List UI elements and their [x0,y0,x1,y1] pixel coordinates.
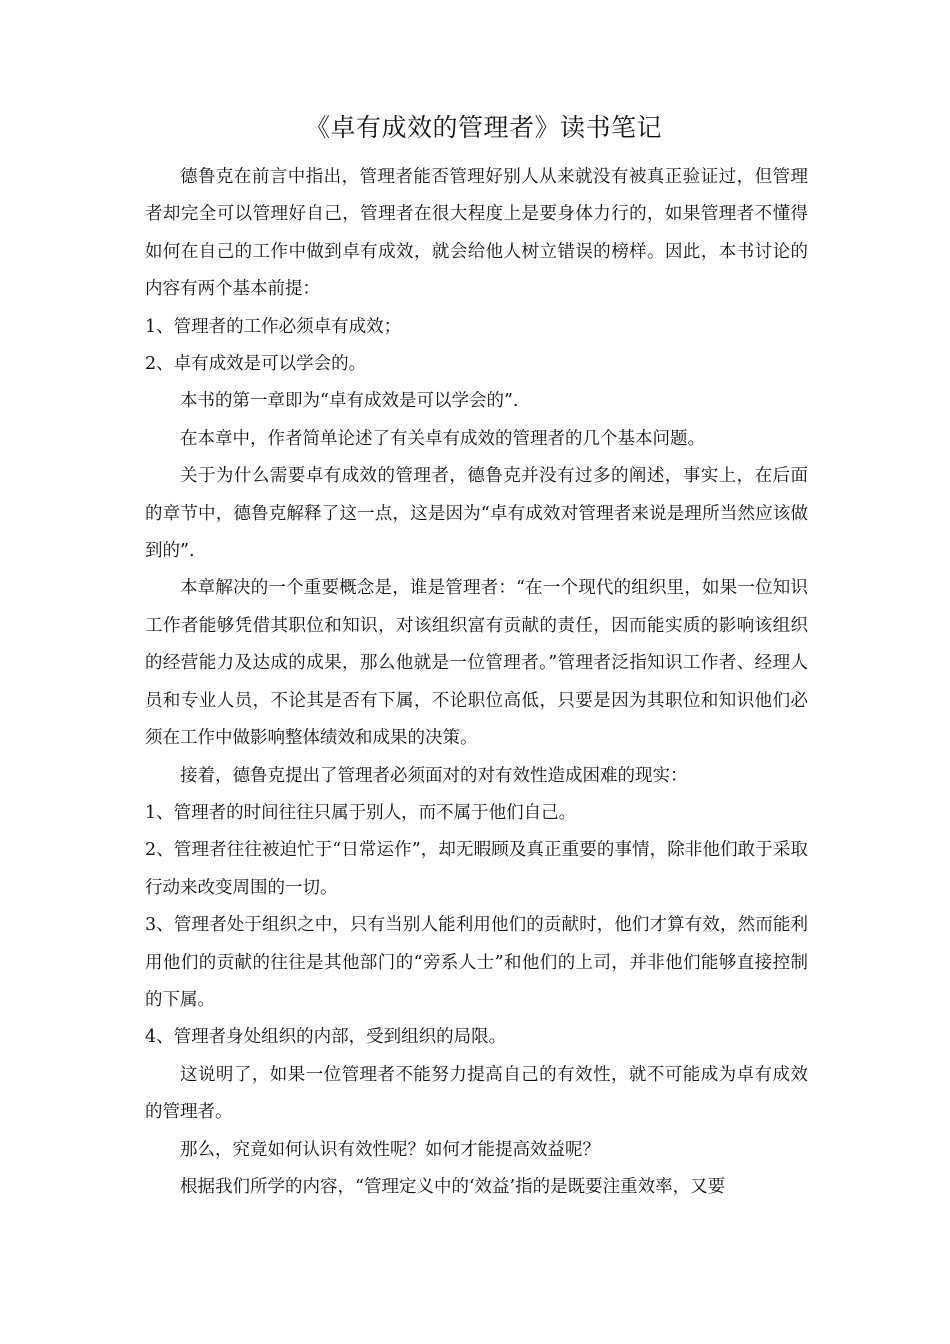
paragraph-efficiency-definition: 根据我们所学的内容，“管理定义中的‘效益’指的是既要注重效率，又要 [180,1176,726,1197]
paragraph-reality-2: 2、管理者往往被迫忙于“日常运作”，却无暇顾及真正重要的事情，除非他们敢于采取行动来改变周围的一切。 [145,840,808,898]
paragraph-who-is-manager: 本章解决的一个重要概念是，谁是管理者：“在一个现代的组织里，如果一位知识工作者能够凭借其职位和知识，对该组织富有贡献的责任，因而能实质的影响该组织的经营能力及达成的成果，那么他就是一位管理者。”管理者泛指知识工作者、经理人员和专业人员，不论其是否有下属，不论职位高低，只要是因为其职位和知识他们必须在工作中做影响整体绩效和成果的决策。 [145,578,808,749]
paragraph-question: 那么，究竟如何认识有效性呢？如何才能提高效益呢？ [180,1139,600,1160]
paragraph-premise-1: 1、管理者的工作必须卓有成效； [145,316,402,337]
document-title: 《卓有成效的管理者》读书笔记 [304,113,662,142]
paragraph-reality-3: 3、管理者处于组织之中，只有当别人能利用他们的贡献时，他们才算有效，然而能利用他们的贡献的往往是其他部门的“旁系人士”和他们的上司，并非他们能够直接控制的下属。 [145,915,808,1010]
paragraph-chapter-summary: 在本章中，作者简单论述了有关卓有成效的管理者的几个基本问题。 [180,428,705,449]
paragraph-why-effective: 关于为什么需要卓有成效的管理者，德鲁克并没有过多的阐述，事实上，在后面的章节中，德鲁克解释了这一点，这是因为“卓有成效对管理者来说是理所当然应该做到的”. [145,466,808,562]
paragraph-reality-4: 4、管理者身处组织的内部，受到组织的局限。 [145,1027,507,1048]
paragraph-realities-intro: 接着，德鲁克提出了管理者必须面对的对有效性造成困难的现实： [180,765,688,786]
paragraph-reality-1: 1、管理者的时间往往只属于别人，而不属于他们自己。 [145,802,577,823]
paragraph-premise-2: 2、卓有成效是可以学会的。 [145,354,367,375]
paragraph-conclusion: 这说明了，如果一位管理者不能努力提高自己的有效性，就不可能成为卓有成效的管理者。 [145,1064,808,1123]
paragraph-intro: 德鲁克在前言中指出，管理者能否管理好别人从来就没有被真正验证过，但管理者却完全可以管理好自己，管理者在很大程度上是要身体力行的，如果管理者不懂得如何在自己的工作中做到卓有成效，就会给他人树立错误的榜样。因此，本书讨论的内容有两个基本前提： [145,167,808,300]
paragraph-chapter-one: 本书的第一章即为“卓有成效是可以学会的”. [180,391,519,412]
